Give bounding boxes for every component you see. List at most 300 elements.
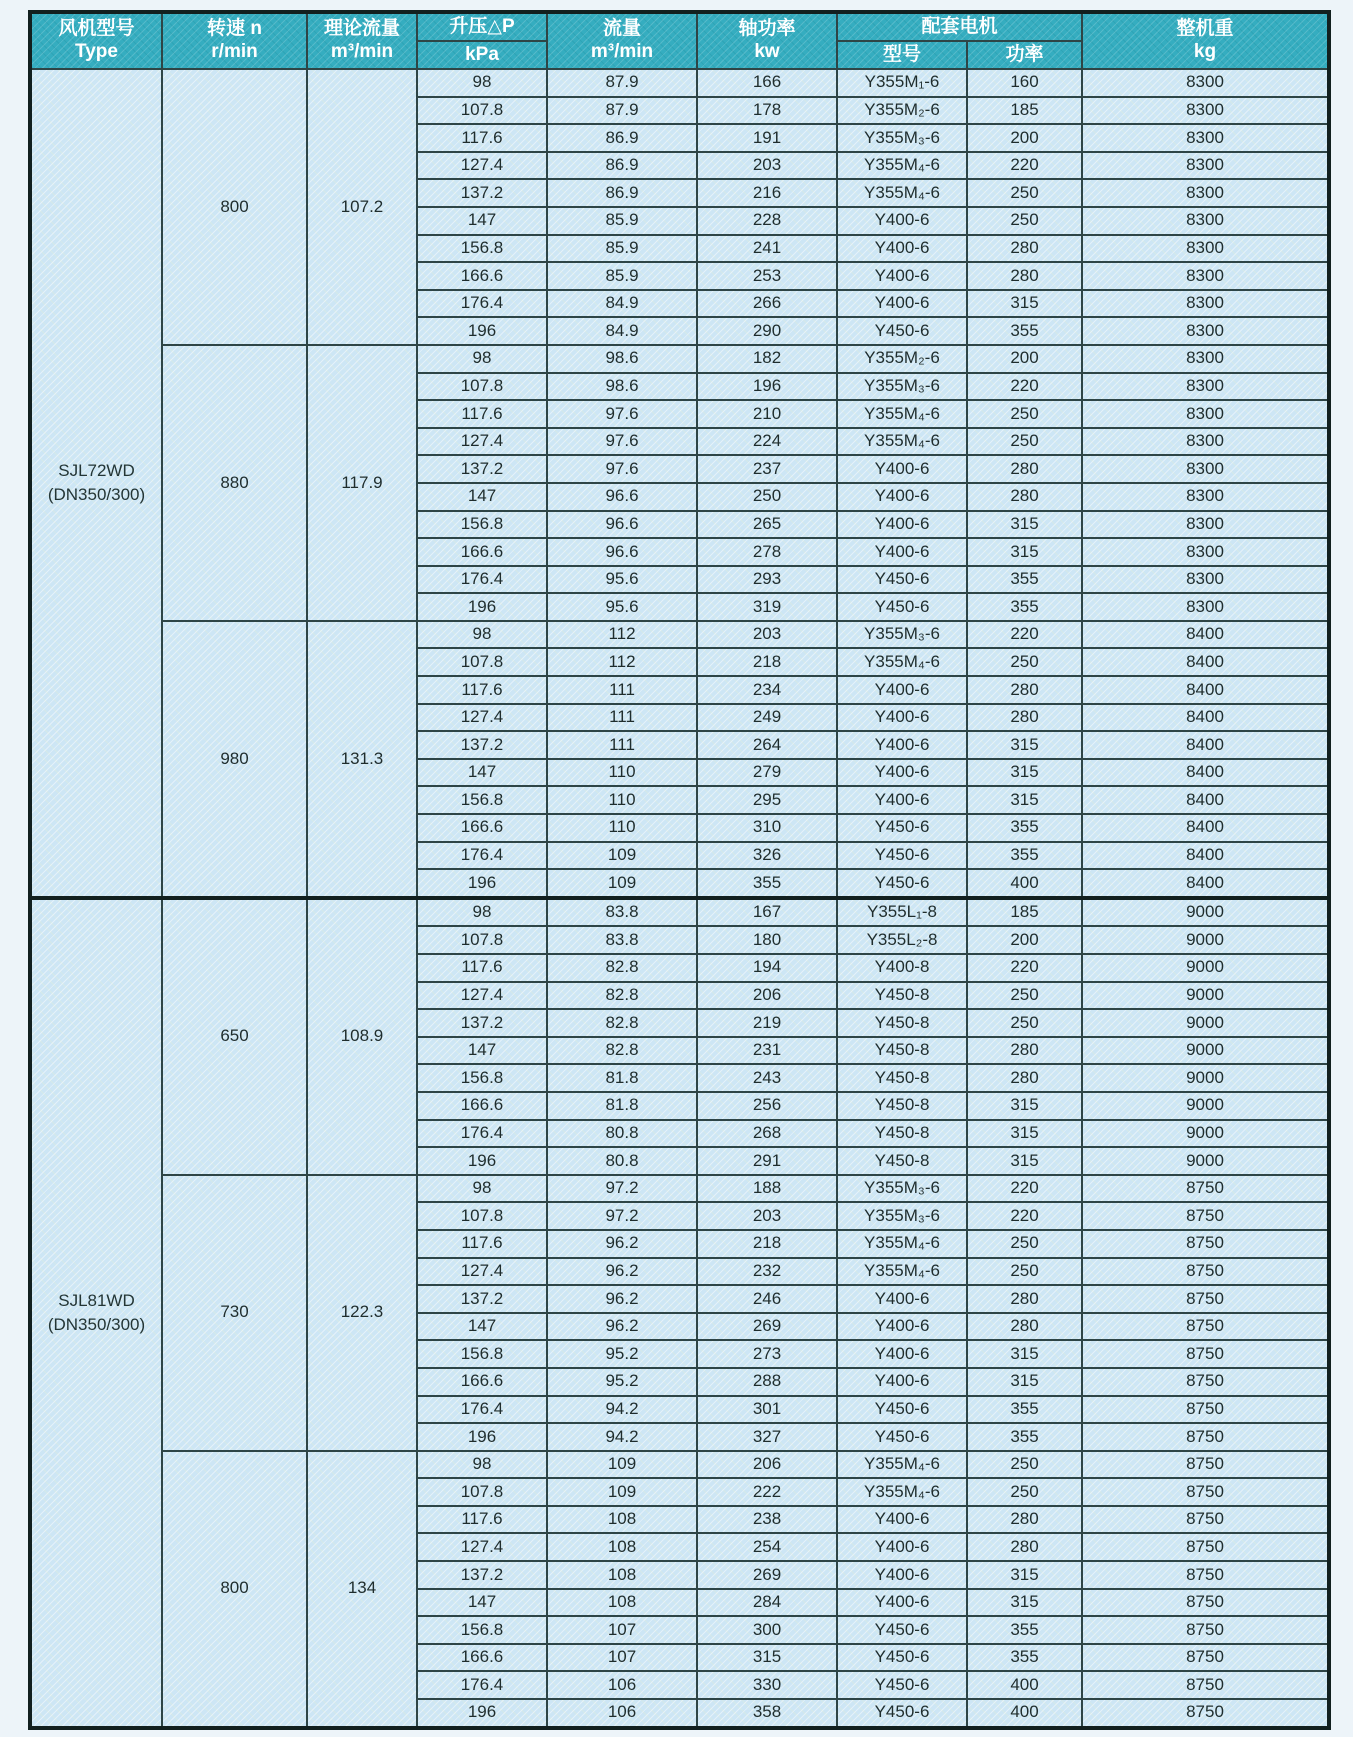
- weight-cell: 8750: [1082, 1506, 1329, 1534]
- fan-model-type: SJL81WD: [58, 1290, 135, 1310]
- motor-power-cell: 250: [967, 179, 1082, 207]
- theoretical-flow-cell: 117.9: [307, 345, 417, 621]
- weight-cell: 8750: [1082, 1313, 1329, 1341]
- header-theoretical-flow-unit: m³/min: [330, 41, 394, 62]
- shaft-power-cell: 222: [697, 1478, 837, 1506]
- weight-cell: 8750: [1082, 1423, 1329, 1451]
- motor-model-cell: Y400-6: [837, 207, 967, 235]
- weight-cell: 8400: [1082, 704, 1329, 732]
- pressure-kpa-cell: 117.6: [417, 124, 547, 152]
- shaft-power-cell: 203: [697, 152, 837, 180]
- shaft-power-cell: 246: [697, 1285, 837, 1313]
- motor-model-cell: Y400-6: [837, 290, 967, 318]
- motor-power-cell: 250: [967, 207, 1082, 235]
- shaft-power-cell: 228: [697, 207, 837, 235]
- motor-power-cell: 280: [967, 676, 1082, 704]
- pressure-kpa-cell: 107.8: [417, 926, 547, 954]
- spec-row: [30, 1451, 1329, 1479]
- motor-power-cell: 315: [967, 1120, 1082, 1148]
- weight-cell: 8300: [1082, 179, 1329, 207]
- shaft-power-cell: 253: [697, 262, 837, 290]
- flow-cell: 109: [547, 1478, 697, 1506]
- header-motor-model-label: 型号: [882, 43, 921, 65]
- weight-cell: 8750: [1082, 1340, 1329, 1368]
- spec-row: [30, 621, 1329, 649]
- speed-cell: 730: [162, 1175, 307, 1451]
- motor-model-cell: Y400-6: [837, 262, 967, 290]
- shaft-power-cell: 265: [697, 511, 837, 539]
- motor-power-cell: 355: [967, 814, 1082, 842]
- shaft-power-cell: 210: [697, 400, 837, 428]
- weight-cell: 8750: [1082, 1175, 1329, 1203]
- weight-cell: 8400: [1082, 731, 1329, 759]
- shaft-power-cell: 273: [697, 1340, 837, 1368]
- fan-model-size: (DN350/300): [47, 1314, 146, 1334]
- header-weight-label: 整机重: [1176, 18, 1234, 40]
- motor-power-cell: 280: [967, 1506, 1082, 1534]
- motor-power-cell: 250: [967, 1258, 1082, 1286]
- weight-cell: 8750: [1082, 1396, 1329, 1424]
- header-fan-model-en: Type: [75, 41, 118, 62]
- motor-model-cell: Y450-6: [837, 869, 967, 898]
- pressure-kpa-cell: 98: [417, 1175, 547, 1203]
- pressure-kpa-cell: 117.6: [417, 1506, 547, 1534]
- pressure-kpa-cell: 147: [417, 207, 547, 235]
- shaft-power-cell: 264: [697, 731, 837, 759]
- flow-cell: 94.2: [547, 1396, 697, 1424]
- weight-cell: 8400: [1082, 814, 1329, 842]
- motor-model-cell: Y450-6: [837, 1699, 967, 1728]
- speed-cell: 650: [162, 898, 307, 1175]
- speed-cell: 800: [162, 1451, 307, 1728]
- weight-cell: 8300: [1082, 207, 1329, 235]
- pressure-kpa-cell: 166.6: [417, 1092, 547, 1120]
- flow-cell: 81.8: [547, 1064, 697, 1092]
- motor-model-cell: Y450-6: [837, 1671, 967, 1699]
- flow-cell: 108: [547, 1533, 697, 1561]
- flow-cell: 97.6: [547, 400, 697, 428]
- shaft-power-cell: 206: [697, 982, 837, 1010]
- weight-cell: 8400: [1082, 676, 1329, 704]
- shaft-power-cell: 238: [697, 1506, 837, 1534]
- flow-cell: 97.2: [547, 1175, 697, 1203]
- motor-power-cell: 355: [967, 1616, 1082, 1644]
- motor-power-cell: 315: [967, 1589, 1082, 1617]
- weight-cell: 9000: [1082, 982, 1329, 1010]
- motor-model-cell: Y355L₂-8: [837, 926, 967, 954]
- weight-cell: 8300: [1082, 373, 1329, 401]
- motor-power-cell: 200: [967, 926, 1082, 954]
- motor-model-cell: Y400-6: [837, 1340, 967, 1368]
- flow-cell: 108: [547, 1561, 697, 1589]
- motor-model-cell: Y355M₃-6: [837, 124, 967, 152]
- shaft-power-cell: 182: [697, 345, 837, 373]
- motor-power-cell: 250: [967, 1478, 1082, 1506]
- weight-cell: 9000: [1082, 1120, 1329, 1148]
- pressure-kpa-cell: 98: [417, 621, 547, 649]
- pressure-kpa-cell: 166.6: [417, 814, 547, 842]
- flow-cell: 96.6: [547, 538, 697, 566]
- theoretical-flow-cell: 107.2: [307, 69, 417, 345]
- header-flow: [547, 12, 697, 69]
- motor-model-cell: Y355M₄-6: [837, 1230, 967, 1258]
- motor-model-cell: Y400-6: [837, 1368, 967, 1396]
- weight-cell: 8300: [1082, 566, 1329, 594]
- shaft-power-cell: 218: [697, 1230, 837, 1258]
- shaft-power-cell: 300: [697, 1616, 837, 1644]
- motor-model-cell: Y400-6: [837, 1285, 967, 1313]
- shaft-power-cell: 237: [697, 455, 837, 483]
- pressure-kpa-cell: 147: [417, 1589, 547, 1617]
- pressure-kpa-cell: 117.6: [417, 954, 547, 982]
- pressure-kpa-cell: 166.6: [417, 262, 547, 290]
- flow-cell: 106: [547, 1671, 697, 1699]
- flow-cell: 108: [547, 1589, 697, 1617]
- theoretical-flow-cell: 134: [307, 1451, 417, 1728]
- motor-power-cell: 200: [967, 345, 1082, 373]
- motor-model-cell: Y450-6: [837, 566, 967, 594]
- motor-model-cell: Y450-6: [837, 1644, 967, 1672]
- motor-model-cell: Y400-6: [837, 483, 967, 511]
- shaft-power-cell: 231: [697, 1037, 837, 1065]
- motor-model-cell: Y400-6: [837, 786, 967, 814]
- motor-power-cell: 315: [967, 1561, 1082, 1589]
- pressure-kpa-cell: 196: [417, 1147, 547, 1175]
- motor-power-cell: 280: [967, 455, 1082, 483]
- spec-row: [30, 345, 1329, 373]
- motor-power-cell: 355: [967, 1644, 1082, 1672]
- pressure-kpa-cell: 156.8: [417, 1340, 547, 1368]
- motor-model-cell: Y400-6: [837, 704, 967, 732]
- motor-power-cell: 355: [967, 566, 1082, 594]
- motor-power-cell: 315: [967, 731, 1082, 759]
- motor-model-cell: Y450-6: [837, 814, 967, 842]
- pressure-kpa-cell: 156.8: [417, 1064, 547, 1092]
- header-pressure-unit-label: kPa: [465, 43, 499, 65]
- flow-cell: 107: [547, 1616, 697, 1644]
- shaft-power-cell: 234: [697, 676, 837, 704]
- pressure-kpa-cell: 166.6: [417, 538, 547, 566]
- pressure-kpa-cell: 98: [417, 69, 547, 97]
- motor-power-cell: 400: [967, 1699, 1082, 1728]
- weight-cell: 8750: [1082, 1478, 1329, 1506]
- shaft-power-cell: 269: [697, 1561, 837, 1589]
- motor-power-cell: 280: [967, 1533, 1082, 1561]
- pressure-kpa-cell: 156.8: [417, 235, 547, 263]
- weight-cell: 8300: [1082, 593, 1329, 621]
- weight-cell: 8750: [1082, 1451, 1329, 1479]
- pressure-kpa-cell: 196: [417, 1423, 547, 1451]
- shaft-power-cell: 191: [697, 124, 837, 152]
- motor-model-cell: Y450-8: [837, 1092, 967, 1120]
- shaft-power-cell: 293: [697, 566, 837, 594]
- weight-cell: 8300: [1082, 428, 1329, 456]
- theoretical-flow-cell: 122.3: [307, 1175, 417, 1451]
- pressure-kpa-cell: 117.6: [417, 676, 547, 704]
- motor-model-cell: Y450-8: [837, 982, 967, 1010]
- motor-power-cell: 250: [967, 1230, 1082, 1258]
- header-speed-label: 转速 n: [207, 18, 262, 40]
- motor-power-cell: 315: [967, 759, 1082, 787]
- flow-cell: 87.9: [547, 69, 697, 97]
- motor-model-cell: Y355M₂-6: [837, 345, 967, 373]
- flow-cell: 98.6: [547, 373, 697, 401]
- header-motor-power: [967, 41, 1082, 69]
- pressure-kpa-cell: 127.4: [417, 428, 547, 456]
- flow-cell: 86.9: [547, 179, 697, 207]
- theoretical-flow-cell: 131.3: [307, 621, 417, 898]
- motor-model-cell: Y450-8: [837, 1147, 967, 1175]
- pressure-kpa-cell: 127.4: [417, 1533, 547, 1561]
- motor-power-cell: 315: [967, 511, 1082, 539]
- motor-model-cell: Y400-6: [837, 731, 967, 759]
- header-motor-group: [837, 12, 1082, 41]
- flow-cell: 110: [547, 759, 697, 787]
- pressure-kpa-cell: 196: [417, 593, 547, 621]
- flow-cell: 110: [547, 814, 697, 842]
- motor-power-cell: 220: [967, 373, 1082, 401]
- pressure-kpa-cell: 98: [417, 345, 547, 373]
- motor-model-cell: Y400-6: [837, 676, 967, 704]
- weight-cell: 8300: [1082, 317, 1329, 345]
- spec-row: [30, 1175, 1329, 1203]
- pressure-kpa-cell: 137.2: [417, 731, 547, 759]
- motor-model-cell: Y355M₃-6: [837, 1202, 967, 1230]
- pressure-kpa-cell: 196: [417, 317, 547, 345]
- motor-power-cell: 220: [967, 1202, 1082, 1230]
- pressure-kpa-cell: 127.4: [417, 704, 547, 732]
- shaft-power-cell: 315: [697, 1644, 837, 1672]
- pressure-kpa-cell: 166.6: [417, 1368, 547, 1396]
- speed-cell: 800: [162, 69, 307, 345]
- header-pressure-unit: [417, 41, 547, 69]
- shaft-power-cell: 256: [697, 1092, 837, 1120]
- pressure-kpa-cell: 156.8: [417, 1616, 547, 1644]
- shaft-power-cell: 358: [697, 1699, 837, 1728]
- motor-power-cell: 280: [967, 483, 1082, 511]
- flow-cell: 107: [547, 1644, 697, 1672]
- pressure-kpa-cell: 147: [417, 1313, 547, 1341]
- fan-model-type: SJL72WD: [58, 461, 135, 481]
- motor-model-cell: Y400-6: [837, 538, 967, 566]
- flow-cell: 96.2: [547, 1313, 697, 1341]
- pressure-kpa-cell: 176.4: [417, 1120, 547, 1148]
- shaft-power-cell: 268: [697, 1120, 837, 1148]
- fan-model-size: (DN350/300): [47, 484, 146, 504]
- motor-model-cell: Y355M₄-6: [837, 1478, 967, 1506]
- motor-model-cell: Y400-6: [837, 1589, 967, 1617]
- shaft-power-cell: 319: [697, 593, 837, 621]
- pressure-kpa-cell: 147: [417, 759, 547, 787]
- pressure-kpa-cell: 176.4: [417, 1671, 547, 1699]
- flow-cell: 96.2: [547, 1258, 697, 1286]
- motor-power-cell: 250: [967, 982, 1082, 1010]
- header-theoretical-flow-label: 理论流量: [323, 18, 400, 40]
- weight-cell: 8400: [1082, 786, 1329, 814]
- motor-power-cell: 315: [967, 1340, 1082, 1368]
- motor-model-cell: Y450-6: [837, 1423, 967, 1451]
- flow-cell: 86.9: [547, 124, 697, 152]
- flow-cell: 80.8: [547, 1147, 697, 1175]
- pressure-kpa-cell: 137.2: [417, 179, 547, 207]
- motor-power-cell: 280: [967, 1064, 1082, 1092]
- pressure-kpa-cell: 107.8: [417, 648, 547, 676]
- pressure-kpa-cell: 107.8: [417, 1202, 547, 1230]
- motor-model-cell: Y355M₁-6: [837, 69, 967, 97]
- shaft-power-cell: 206: [697, 1451, 837, 1479]
- shaft-power-cell: 301: [697, 1396, 837, 1424]
- weight-cell: 8400: [1082, 869, 1329, 898]
- weight-cell: 8750: [1082, 1202, 1329, 1230]
- motor-power-cell: 280: [967, 262, 1082, 290]
- weight-cell: 8300: [1082, 262, 1329, 290]
- weight-cell: 8300: [1082, 290, 1329, 318]
- weight-cell: 9000: [1082, 1064, 1329, 1092]
- header-fan-model: [30, 12, 162, 69]
- flow-cell: 80.8: [547, 1120, 697, 1148]
- header-weight-unit: kg: [1193, 41, 1217, 62]
- motor-power-cell: 200: [967, 124, 1082, 152]
- motor-power-cell: 280: [967, 704, 1082, 732]
- shaft-power-cell: 232: [697, 1258, 837, 1286]
- weight-cell: 8300: [1082, 345, 1329, 373]
- motor-power-cell: 250: [967, 1009, 1082, 1037]
- shaft-power-cell: 180: [697, 926, 837, 954]
- motor-model-cell: Y355M₄-6: [837, 428, 967, 456]
- weight-cell: 8300: [1082, 400, 1329, 428]
- pressure-kpa-cell: 147: [417, 1037, 547, 1065]
- weight-cell: 9000: [1082, 1037, 1329, 1065]
- weight-cell: 8750: [1082, 1644, 1329, 1672]
- motor-power-cell: 250: [967, 400, 1082, 428]
- motor-model-cell: Y450-6: [837, 593, 967, 621]
- motor-power-cell: 185: [967, 97, 1082, 125]
- motor-model-cell: Y450-6: [837, 1616, 967, 1644]
- pressure-kpa-cell: 196: [417, 1699, 547, 1728]
- flow-cell: 81.8: [547, 1092, 697, 1120]
- header-weight: [1082, 12, 1329, 69]
- flow-cell: 112: [547, 648, 697, 676]
- motor-power-cell: 355: [967, 593, 1082, 621]
- pressure-kpa-cell: 127.4: [417, 152, 547, 180]
- motor-model-cell: Y450-8: [837, 1009, 967, 1037]
- motor-model-cell: Y400-6: [837, 1313, 967, 1341]
- weight-cell: 8300: [1082, 124, 1329, 152]
- motor-model-cell: Y355M₄-6: [837, 179, 967, 207]
- pressure-kpa-cell: 156.8: [417, 511, 547, 539]
- motor-model-cell: Y355M₄-6: [837, 1258, 967, 1286]
- pressure-kpa-cell: 176.4: [417, 290, 547, 318]
- weight-cell: 8300: [1082, 152, 1329, 180]
- shaft-power-cell: 330: [697, 1671, 837, 1699]
- motor-power-cell: 315: [967, 538, 1082, 566]
- motor-model-cell: Y450-6: [837, 842, 967, 870]
- weight-cell: 8400: [1082, 759, 1329, 787]
- shaft-power-cell: 250: [697, 483, 837, 511]
- motor-model-cell: Y400-6: [837, 1561, 967, 1589]
- pressure-kpa-cell: 176.4: [417, 566, 547, 594]
- motor-power-cell: 250: [967, 428, 1082, 456]
- motor-model-cell: Y355L₁-8: [837, 898, 967, 927]
- pressure-kpa-cell: 156.8: [417, 786, 547, 814]
- motor-power-cell: 315: [967, 290, 1082, 318]
- motor-model-cell: Y450-6: [837, 1396, 967, 1424]
- motor-power-cell: 185: [967, 898, 1082, 927]
- flow-cell: 109: [547, 842, 697, 870]
- shaft-power-cell: 249: [697, 704, 837, 732]
- flow-cell: 82.8: [547, 982, 697, 1010]
- shaft-power-cell: 243: [697, 1064, 837, 1092]
- weight-cell: 8750: [1082, 1589, 1329, 1617]
- flow-cell: 86.9: [547, 152, 697, 180]
- pressure-kpa-cell: 107.8: [417, 97, 547, 125]
- weight-cell: 9000: [1082, 954, 1329, 982]
- shaft-power-cell: 216: [697, 179, 837, 207]
- header-theoretical-flow: [307, 12, 417, 69]
- weight-cell: 8300: [1082, 69, 1329, 97]
- motor-model-cell: Y400-6: [837, 759, 967, 787]
- fan-spec-table: [28, 10, 1331, 1730]
- flow-cell: 94.2: [547, 1423, 697, 1451]
- motor-power-cell: 355: [967, 317, 1082, 345]
- pressure-kpa-cell: 196: [417, 869, 547, 898]
- motor-model-cell: Y400-6: [837, 1533, 967, 1561]
- motor-model-cell: Y355M₄-6: [837, 648, 967, 676]
- motor-power-cell: 280: [967, 1037, 1082, 1065]
- shaft-power-cell: 269: [697, 1313, 837, 1341]
- pressure-kpa-cell: 98: [417, 898, 547, 927]
- shaft-power-cell: 219: [697, 1009, 837, 1037]
- flow-cell: 87.9: [547, 97, 697, 125]
- header-pressure-rise: [417, 12, 547, 41]
- flow-cell: 109: [547, 1451, 697, 1479]
- motor-model-cell: Y400-6: [837, 1506, 967, 1534]
- motor-power-cell: 315: [967, 1092, 1082, 1120]
- motor-model-cell: Y450-8: [837, 1037, 967, 1065]
- motor-power-cell: 280: [967, 1313, 1082, 1341]
- header-shaft-power-unit: kw: [754, 41, 780, 62]
- header-motor-model: [837, 41, 967, 69]
- flow-cell: 85.9: [547, 235, 697, 263]
- flow-cell: 97.6: [547, 428, 697, 456]
- table-header: [30, 12, 1329, 69]
- pressure-kpa-cell: 117.6: [417, 1230, 547, 1258]
- header-flow-label: 流量: [602, 18, 641, 40]
- shaft-power-cell: 188: [697, 1175, 837, 1203]
- shaft-power-cell: 288: [697, 1368, 837, 1396]
- weight-cell: 9000: [1082, 1147, 1329, 1175]
- shaft-power-cell: 278: [697, 538, 837, 566]
- flow-cell: 82.8: [547, 954, 697, 982]
- flow-cell: 110: [547, 786, 697, 814]
- header-motor-power-label: 功率: [1005, 43, 1044, 65]
- pressure-kpa-cell: 127.4: [417, 982, 547, 1010]
- flow-cell: 85.9: [547, 262, 697, 290]
- weight-cell: 8300: [1082, 538, 1329, 566]
- flow-cell: 95.6: [547, 566, 697, 594]
- shaft-power-cell: 284: [697, 1589, 837, 1617]
- pressure-kpa-cell: 147: [417, 483, 547, 511]
- flow-cell: 82.8: [547, 1037, 697, 1065]
- shaft-power-cell: 326: [697, 842, 837, 870]
- flow-cell: 82.8: [547, 1009, 697, 1037]
- shaft-power-cell: 218: [697, 648, 837, 676]
- pressure-kpa-cell: 137.2: [417, 1561, 547, 1589]
- theoretical-flow-cell: 108.9: [307, 898, 417, 1175]
- motor-model-cell: Y355M₄-6: [837, 1451, 967, 1479]
- pressure-kpa-cell: 176.4: [417, 1396, 547, 1424]
- pressure-kpa-cell: 137.2: [417, 1285, 547, 1313]
